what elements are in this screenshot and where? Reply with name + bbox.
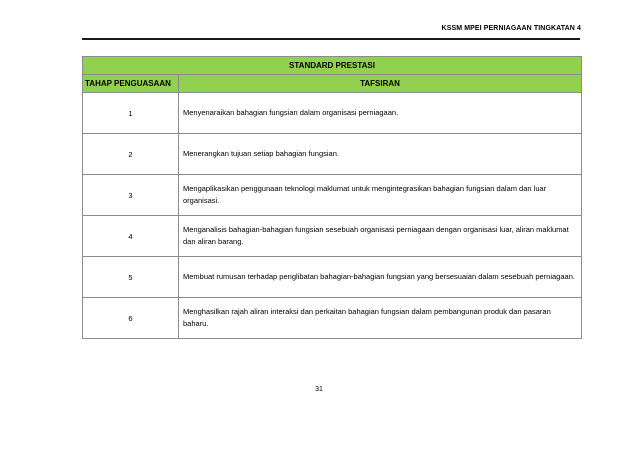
table-row (83, 134, 582, 175)
description-cell: Membuat rumusan terhadap penglibatan bahagian-bahagian fungsian yang bersesuaian dalam sesebuah perniagaan. (179, 257, 582, 298)
description-cell: Menghasilkan rajah aliran interaksi dan perkaitan bahagian fungsian dalam pembangunan produk dan pasaran baharu. (179, 298, 582, 339)
level-cell: 4 (83, 216, 179, 257)
level-cell: 6 (83, 298, 179, 339)
description-cell: Menyenaraikan bahagian fungsian dalam organisasi perniagaan. (179, 93, 582, 134)
level-cell: 3 (83, 175, 179, 216)
document-header-title: KSSM MPEI PERNIAGAAN TINGKATAN 4 (441, 25, 581, 32)
description-cell: Mengaplikasikan penggunaan teknologi maklumat untuk mengintegrasikan bahagian fungsian dalam dan luar organisasi. (179, 175, 582, 216)
column-header-tahap: TAHAP PENGUASAAN (83, 75, 179, 93)
header-divider (82, 38, 580, 40)
table-header-row (83, 75, 582, 93)
level-cell: 2 (83, 134, 179, 175)
table-row (83, 216, 582, 257)
table-row (83, 298, 582, 339)
table-row (83, 93, 582, 134)
table-row (83, 175, 582, 216)
table-title: STANDARD PRESTASI (83, 57, 582, 75)
description-cell: Menganalisis bahagian-bahagian fungsian sesebuah organisasi perniagaan dengan organisasi luar, aliran maklumat dan aliran barang. (179, 216, 582, 257)
level-cell: 5 (83, 257, 179, 298)
page-number: 31 (315, 386, 323, 393)
table-title-row (83, 57, 582, 75)
description-cell: Menerangkan tujuan setiap bahagian fungsian. (179, 134, 582, 175)
level-cell: 1 (83, 93, 179, 134)
standard-prestasi-table (82, 56, 582, 339)
table-row (83, 257, 582, 298)
column-header-tafsiran: TAFSIRAN (179, 75, 582, 93)
